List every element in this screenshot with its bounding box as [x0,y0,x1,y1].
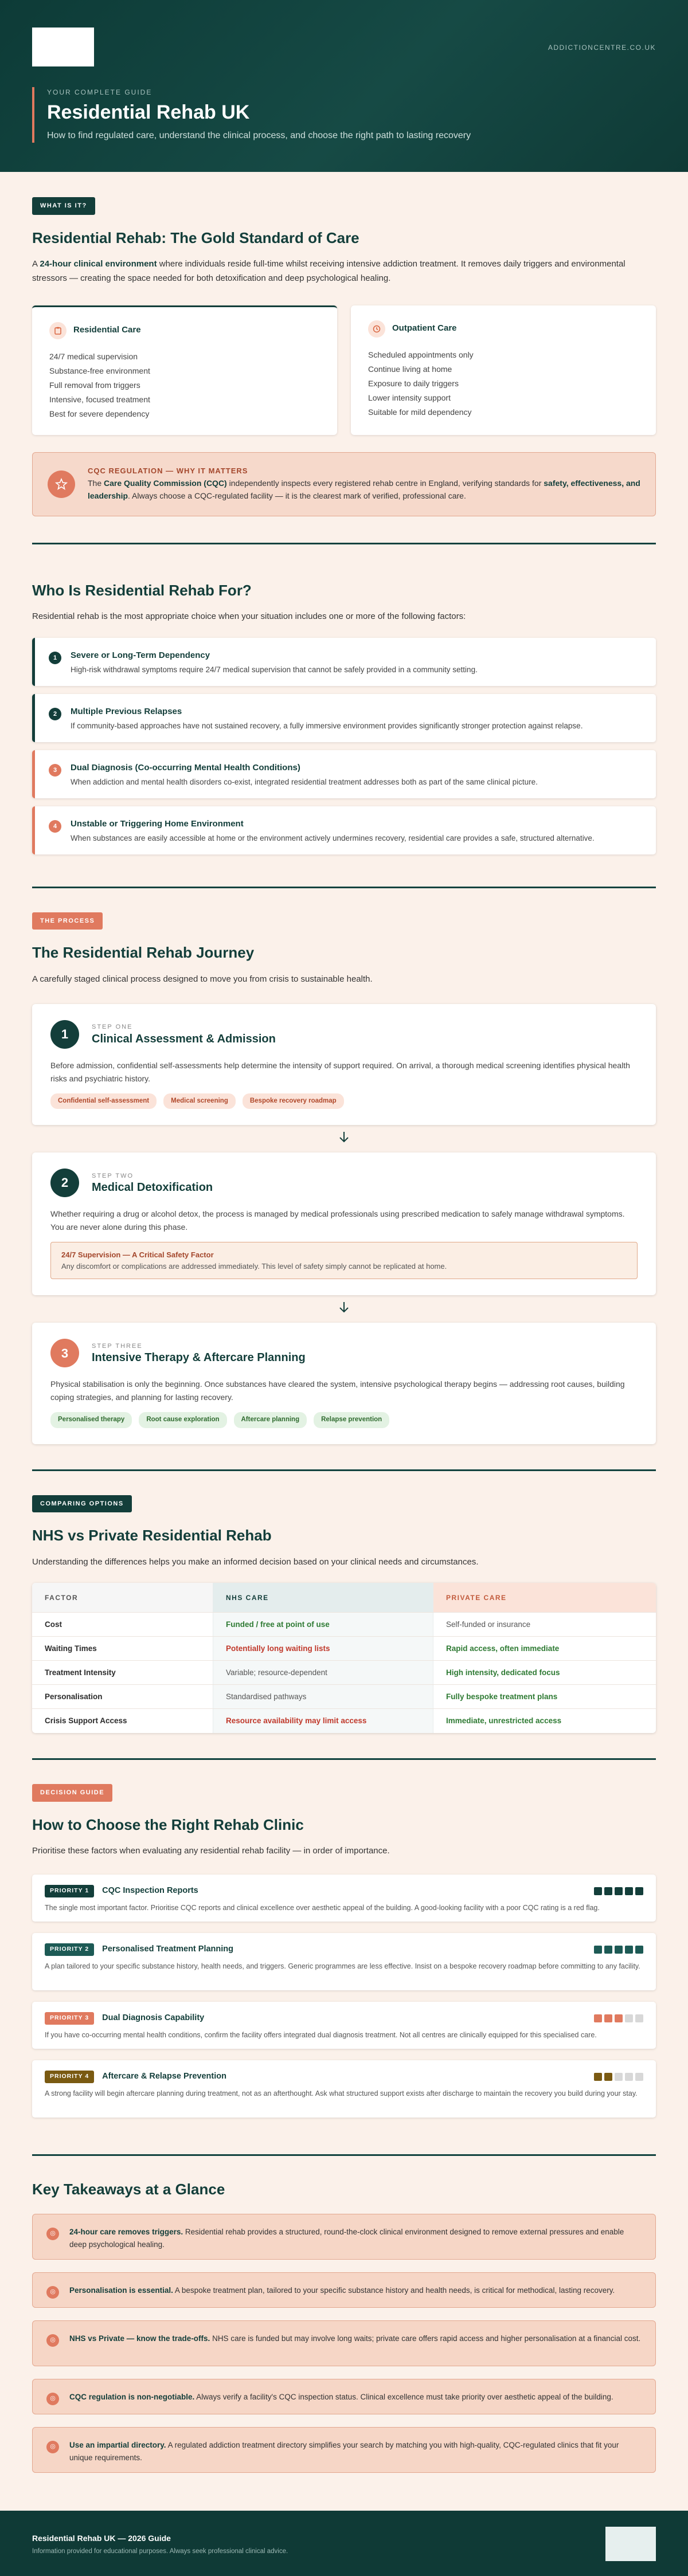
list-item: Continue living at home [368,364,452,374]
cqc-callout [32,452,656,516]
list-item: Scheduled appointments only [368,350,474,359]
what-is-it-section [0,172,688,543]
section-lead: A 24-hour clinical environment where individuals reside full-time whilst receiving intensive addiction treatment. It removes daily triggers and environmental stressors — creating the space needed for both detoxification and deep psychological healing. [32,259,626,283]
chip: Aftercare planning [234,1412,307,1428]
feature-list [49,350,320,421]
table-row [32,1709,656,1733]
criteria-card [32,750,656,798]
rating-block-empty [625,2014,633,2022]
priority-badge: PRIORITY 2 [45,1943,94,1956]
step-title: Intensive Therapy & Aftercare Planning [92,1351,306,1365]
note-title: 24/7 Supervision — A Critical Safety Factor [61,1250,214,1260]
comparison-section [0,1471,688,1759]
nhs-cell: Potentially long waiting lists [213,1637,433,1660]
priority-desc: A strong facility will begin aftercare planning during treatment, not as an afterthought. Ask what structured support exists after discharge to maintain the recovery you build during your stay. [45,2089,638,2097]
step-number: 2 [50,1169,79,1197]
step-desc: Physical stabilisation is only the beginning. Once substances have cleared the system, intensive psychological therapy begins — addressing root causes, building coping strategies, and planning for lasting recovery. [50,1379,625,1402]
list-item: Intensive, focused treatment [49,394,150,404]
footer-disclaimer: Information provided for educational purposes. Always seek professional clinical advice. [32,2547,288,2555]
number-badge: 4 [49,820,61,833]
table-row [32,1613,656,1637]
priority-card [32,2002,656,2049]
step-kicker: STEP TWO [92,1172,134,1179]
priority-title: Personalised Treatment Planning [102,1944,233,1954]
rating-block-filled [625,1946,633,1954]
rating-block-empty [635,2073,643,2081]
table-row [32,1661,656,1685]
note-desc: Any discomfort or complications are addressed immediately. This level of safety simply cannot be replicated at home. [61,1261,447,1271]
factor-cell: Personalisation [45,1692,103,1701]
care-comparison [32,305,656,435]
step-desc: Before admission, confidential self-assessments help determine the intensity of support required. On arrival, a thorough medical screening identifies physical health risks and psychiatric history. [50,1060,630,1083]
nhs-cell: Funded / free at point of use [213,1613,433,1636]
card-title: Outpatient Care [392,323,457,334]
hero-header [0,0,688,172]
site-footer [0,2511,688,2576]
priority-rating [594,2073,643,2081]
rating-block-filled [594,1946,602,1954]
priority-rating [594,1887,643,1895]
rating-block-filled [594,2014,602,2022]
who-section [0,544,688,887]
callout-title: CQC REGULATION — WHY IT MATTERS [88,466,248,476]
site-url-link[interactable]: ADDICTIONCENTRE.CO.UK [548,44,656,52]
hero-subtitle: How to find regulated care, understand the clinical process, and choose the right path to lasting recovery [47,130,471,140]
criteria-desc: When substances are easily accessible at home or the environment actively undermines recovery, residential care provides a safe, structured alternative. [71,834,595,843]
private-cell: High intensity, dedicated focus [446,1668,560,1677]
priority-title: Aftercare & Relapse Prevention [102,2072,226,2081]
rating-block-filled [635,1887,643,1895]
priority-title: Dual Diagnosis Capability [102,2013,205,2023]
factor-cell: Cost [45,1620,62,1629]
footer-logo[interactable] [605,2527,656,2561]
section-tag: COMPARING OPTIONS [32,1495,132,1513]
criteria-desc: If community-based approaches have not sustained recovery, a fully immersive environment provides significantly stronger protection against relapse. [71,722,583,731]
list-item: Substance-free environment [49,366,150,375]
page-title: Residential Rehab UK [47,101,250,123]
callout-body: The Care Quality Commission (CQC) independently inspects every registered rehab centre in England, verifying standards for safety, effectiveness, and leadership. Always choose a CQC-regulated facility — it is the clearest mark of verified, professional care. [88,478,640,501]
priority-badge: PRIORITY 4 [45,2071,94,2083]
section-tag: DECISION GUIDE [32,1784,112,1802]
private-cell: Fully bespoke treatment plans [446,1692,558,1701]
arrow-down-icon [32,1125,656,1152]
chip-list [50,1093,638,1109]
column-header: FACTOR [32,1583,213,1612]
chip: Bespoke recovery roadmap [243,1093,344,1109]
chip: Relapse prevention [314,1412,389,1428]
section-title: The Residential Rehab Journey [32,944,255,962]
clipboard-icon [49,322,67,339]
step-kicker: STEP ONE [92,1024,133,1031]
list-item: Full removal from triggers [49,380,140,390]
rating-block-filled [635,1946,643,1954]
number-badge: 1 [49,652,61,664]
table-header [32,1583,656,1613]
criteria-desc: High-risk withdrawal symptoms require 24/7 medical supervision that cannot be safely provided in a community setting. [71,665,478,675]
list-item: Suitable for mild dependency [368,407,472,417]
criteria-title: Multiple Previous Relapses [71,706,182,716]
step-number: 3 [50,1339,79,1367]
target-icon: ◎ [46,2393,59,2405]
step-title: Clinical Assessment & Admission [92,1032,276,1045]
private-cell: Rapid access, often immediate [446,1644,560,1653]
step-card [32,1004,656,1125]
clock-icon [368,320,385,338]
priority-desc: A plan tailored to your specific substance history, health needs, and triggers. Generic programmes are less effective. Insist on a bespoke recovery roadmap before committing to any facility. [45,1962,640,1970]
criteria-desc: When addiction and mental health disorders co-exist, integrated residential treatment addresses both as part of the same clinical picture. [71,778,538,787]
section-lead: Residential rehab is the most appropriate choice when your situation includes one or more of the following factors: [32,611,466,621]
nhs-cell: Resource availability may limit access [213,1709,433,1733]
target-icon: ◎ [46,2441,59,2453]
rating-block-filled [615,1946,623,1954]
priority-desc: If you have co-occurring mental health conditions, confirm the facility offers integrated dual diagnosis treatment. Not all centres are clinically equipped for this specialised care. [45,2030,597,2039]
section-title: Key Takeaways at a Glance [32,2181,225,2198]
card-title: Residential Care [73,325,141,335]
decision-guide-section [0,1760,688,2154]
section-lead: Prioritise these factors when evaluating any residential rehab facility — in order of importance. [32,1846,390,1856]
chip-list [50,1412,638,1428]
priority-desc: The single most important factor. Prioritise CQC reports and clinical excellence over aesthetic appeal of the building. A good-looking facility with a poor CQC rating is a red flag. [45,1903,600,1912]
rating-block-filled [615,1887,623,1895]
rating-block-filled [604,2073,612,2081]
step-kicker: STEP THREE [92,1342,143,1350]
list-item: 24/7 medical supervision [49,351,138,361]
feature-list [368,348,639,419]
arrow-down-icon [32,1295,656,1323]
residential-care-card [32,305,337,435]
priority-card [32,1875,656,1922]
journey-steps [32,1004,656,1444]
nhs-cell: Variable; resource-dependent [213,1661,433,1684]
rating-block-filled [604,1946,612,1954]
private-cell: Immediate, unrestricted access [446,1716,562,1726]
outpatient-care-card [351,305,656,435]
rating-block-empty [625,2073,633,2081]
chip: Confidential self-assessment [50,1093,157,1109]
chip: Root cause exploration [139,1412,226,1428]
takeaway-item: ◎ Use an impartial directory. A regulated addiction treatment directory simplifies your search by matching you with high-quality, CQC-regulated clinics that fit your unique requirements. [32,2427,656,2473]
takeaway-item: ◎ CQC regulation is non-negotiable. Always verify a facility's CQC inspection status. Clinical excellence must take priority over aesthetic appeal of the building. [32,2379,656,2414]
rating-block-filled [594,2073,602,2081]
takeaways-section [0,2156,688,2511]
step-card [32,1323,656,1444]
site-logo[interactable] [32,28,94,66]
process-section [0,888,688,1469]
step-number: 1 [50,1020,79,1049]
takeaway-list [32,2214,656,2473]
priority-card [32,1933,656,1990]
target-icon: ◎ [46,2228,59,2240]
section-title: Residential Rehab: The Gold Standard of Care [32,229,359,246]
criteria-card [32,638,656,686]
number-badge: 2 [49,708,61,720]
target-icon: ◎ [46,2286,59,2299]
takeaway-item: ◎ 24-hour care removes triggers. Residential rehab provides a structured, round-the-clock clinical environment designed to remove external pressures and enable deep psychological healing. [32,2214,656,2260]
safety-note [50,1242,638,1279]
hero-kicker: YOUR COMPLETE GUIDE [47,88,153,96]
comparison-table [32,1583,656,1733]
target-icon: ◎ [46,2334,59,2347]
column-header: PRIVATE CARE [433,1583,656,1612]
step-title: Medical Detoxification [92,1181,213,1194]
priority-badge: PRIORITY 3 [45,2012,94,2025]
step-desc: Whether requiring a drug or alcohol detox, the process is managed by medical professionals using prescribed medication to safely manage withdrawal symptoms. You are never alone during this phase. [50,1209,625,1232]
takeaway-item: ◎ NHS vs Private — know the trade-offs. NHS care is funded but may involve long waits; private care offers rapid access and higher personalisation at a financial cost. [32,2320,656,2366]
hero-text [32,87,656,143]
rating-block-filled [604,1887,612,1895]
criteria-card [32,806,656,854]
priority-title: CQC Inspection Reports [102,1886,198,1896]
factor-cell: Waiting Times [45,1644,97,1653]
column-header: NHS CARE [213,1583,433,1612]
list-item: Lower intensity support [368,393,451,402]
number-badge: 3 [49,764,61,777]
step-card [32,1152,656,1295]
rating-block-empty [615,2073,623,2081]
private-cell: Self-funded or insurance [446,1620,531,1629]
factor-cell: Crisis Support Access [45,1716,127,1726]
chip: Medical screening [163,1093,236,1109]
list-item: Best for severe dependency [49,409,150,418]
priority-rating [594,2014,643,2022]
factor-cell: Treatment Intensity [45,1668,116,1677]
section-lead: Understanding the differences helps you make an informed decision based on your clinical needs and circumstances. [32,1556,479,1567]
rating-block-filled [594,1887,602,1895]
priority-badge: PRIORITY 1 [45,1885,94,1897]
rating-block-filled [615,2014,623,2022]
priority-rating [594,1946,643,1954]
star-icon [48,470,75,498]
chip: Personalised therapy [50,1412,132,1428]
section-tag: THE PROCESS [32,912,103,930]
table-row [32,1685,656,1709]
rating-block-filled [625,1887,633,1895]
criteria-title: Dual Diagnosis (Co-occurring Mental Health Conditions) [71,762,300,773]
table-row [32,1637,656,1661]
section-title: Who Is Residential Rehab For? [32,581,252,599]
footer-title: Residential Rehab UK — 2026 Guide [32,2533,171,2543]
criteria-title: Severe or Long-Term Dependency [71,650,210,660]
priority-list [32,1875,656,2118]
takeaway-item: ◎ Personalisation is essential. A bespoke treatment plan, tailored to your specific substance history and health needs, is critical for methodical, lasting recovery. [32,2272,656,2308]
section-title: NHS vs Private Residential Rehab [32,1527,272,1544]
section-title: How to Choose the Right Rehab Clinic [32,1816,304,1833]
rating-block-empty [635,2014,643,2022]
criteria-card [32,694,656,742]
section-tag: WHAT IS IT? [32,197,95,215]
section-lead: A carefully staged clinical process designed to move you from crisis to sustainable health. [32,974,373,984]
priority-card [32,2060,656,2118]
list-item: Exposure to daily triggers [368,378,459,388]
nhs-cell: Standardised pathways [213,1685,433,1708]
criteria-title: Unstable or Triggering Home Environment [71,818,244,829]
criteria-list [32,638,656,854]
rating-block-filled [604,2014,612,2022]
